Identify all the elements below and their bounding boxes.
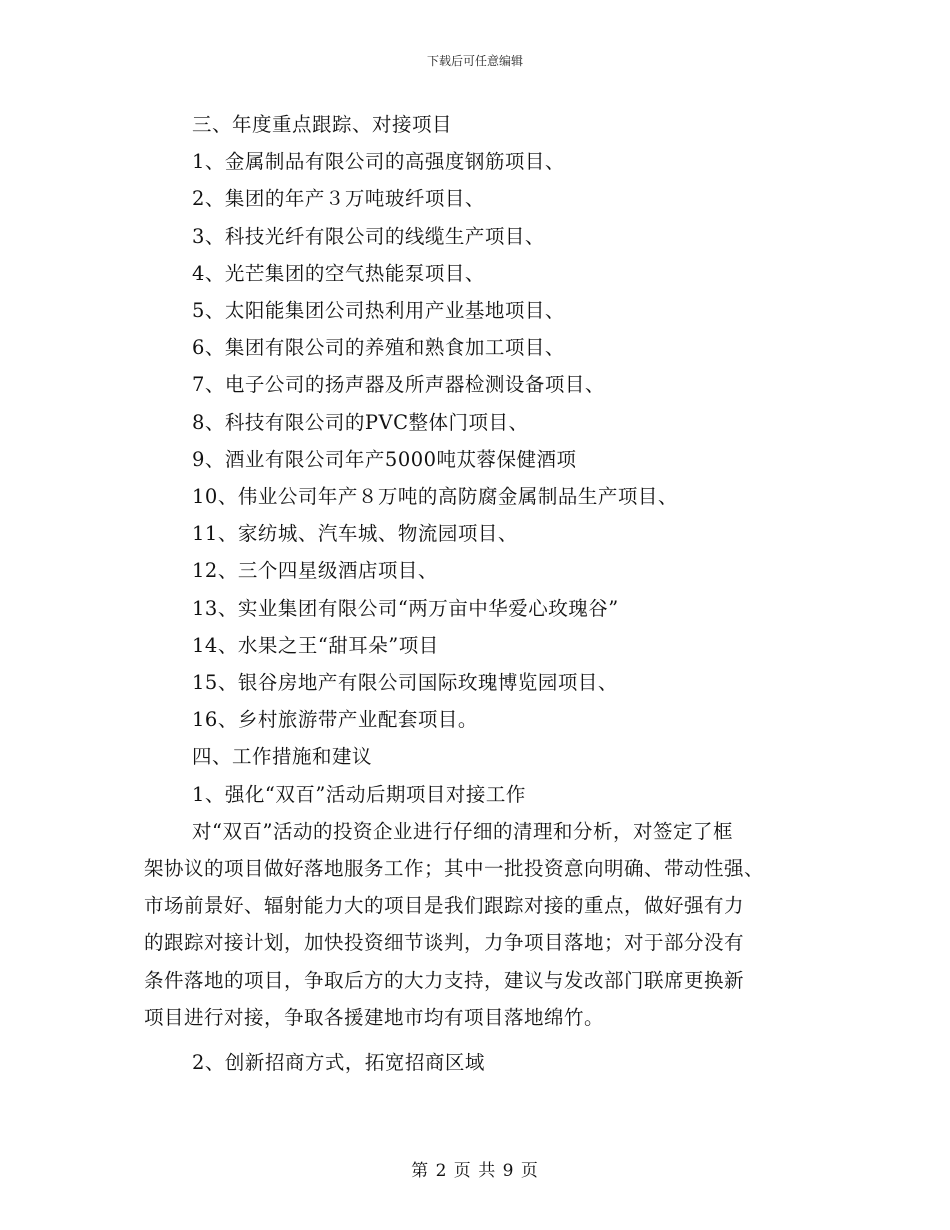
paragraph-line: 架协议的项目做好落地服务工作；其中一批投资意向明确、带动性强、 xyxy=(144,857,765,881)
paragraph-line: 条件落地的项目，争取后方的大力支持，建议与发改部门联席更换新 xyxy=(144,968,745,992)
page-footer: 第 2 页 共 9 页 xyxy=(411,1161,539,1181)
list-item: 4、光芒集团的空气热能泵项目、 xyxy=(192,261,485,285)
list-item: 3、科技光纤有限公司的线缆生产项目、 xyxy=(192,224,545,248)
paragraph-line: 对“双百”活动的投资企业进行仔细的清理和分析，对签定了框 xyxy=(192,819,733,843)
section-heading-3: 三、年度重点跟踪、对接项目 xyxy=(192,113,453,136)
project-list xyxy=(144,143,814,738)
list-item: 7、电子公司的扬声器及所声器检测设备项目、 xyxy=(192,373,605,397)
list-item: 5、太阳能集团公司热利用产业基地项目、 xyxy=(192,299,565,323)
paragraph-line: 市场前景好、辐射能力大的项目是我们跟踪对接的重点，做好强有力 xyxy=(144,894,745,918)
paragraph-line: 的跟踪对接计划，加快投资细节谈判，力争项目落地；对于部分没有 xyxy=(144,931,745,955)
paragraph xyxy=(144,813,814,1036)
list-item: 16、乡村旅游带产业配套项目。 xyxy=(192,708,478,732)
list-item: 2、集团的年产３万吨玻纤项目、 xyxy=(192,187,485,211)
list-item: 6、集团有限公司的养殖和熟食加工项目、 xyxy=(192,336,565,360)
page-header: 下载后可任意编辑 xyxy=(426,54,523,68)
list-item: 1、金属制品有限公司的高强度钢筋项目、 xyxy=(192,150,565,174)
list-item: 9、酒业有限公司年产5000吨苁蓉保健酒项 xyxy=(192,447,577,471)
list-item: 8、科技有限公司的PVC整体门项目、 xyxy=(192,410,529,434)
list-item: 15、银谷房地产有限公司国际玫瑰博览园项目、 xyxy=(192,671,618,695)
list-item: 10、伟业公司年产８万吨的高防腐金属制品生产项目、 xyxy=(192,485,678,509)
section-heading-4: 四、工作措施和建议 xyxy=(192,745,373,769)
list-item: 14、水果之王“甜耳朵”项目 xyxy=(192,633,439,657)
document-body xyxy=(144,106,814,1081)
subsection-heading-2: 2、创新招商方式，拓宽招商区域 xyxy=(192,1051,485,1075)
paragraph-line: 项目进行对接，争取各援建地市均有项目落地绵竹。 xyxy=(144,1005,605,1029)
subsection-heading-1: 1、强化“双百”活动后期项目对接工作 xyxy=(192,782,526,806)
list-item: 11、家纺城、汽车城、物流园项目、 xyxy=(192,522,518,546)
list-item: 12、三个四星级酒店项目、 xyxy=(192,559,438,583)
list-item: 13、实业集团有限公司“两万亩中华爱心玫瑰谷” xyxy=(192,596,619,620)
